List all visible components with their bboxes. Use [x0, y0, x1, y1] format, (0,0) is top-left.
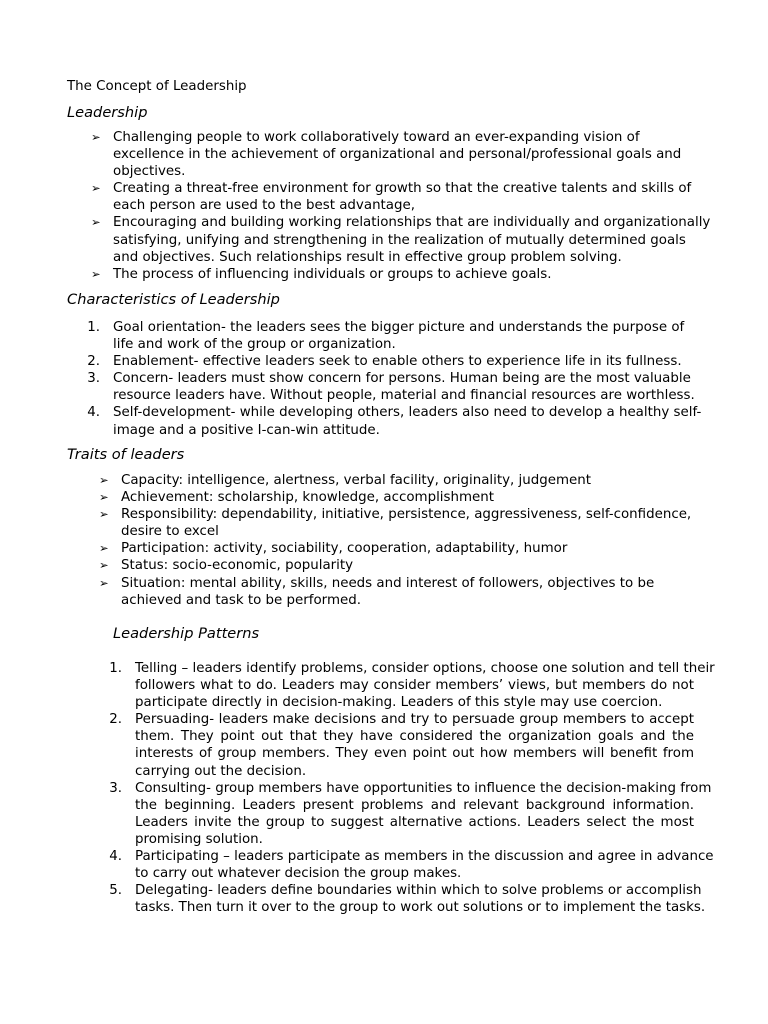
- document-title: The Concept of Leadership: [67, 79, 247, 94]
- list-item: ➢ Responsibility: dependability, initiative, persistence, aggressiveness, self-confidence, desire to excel: [121, 506, 691, 540]
- list-item: ➢ Creating a threat-free environment for growth so that the creative talents and skills of each person are used to the best advantage,: [113, 180, 710, 214]
- list-item: ➢ Capacity: intelligence, alertness, verbal facility, originality, judgement: [121, 472, 691, 489]
- section-heading-traits: Traits of leaders: [67, 446, 185, 463]
- section-heading-patterns: Leadership Patterns: [113, 625, 260, 642]
- list-item: 2. Enablement- effective leaders seek to enable others to experience life in its fullness.: [87, 354, 682, 370]
- characteristics-list: [87, 319, 702, 439]
- list-item: ➢ The process of influencing individuals or groups to achieve goals.: [113, 266, 710, 283]
- list-item: 5. Delegating- leaders define boundaries within which to solve problems or accomplish tasks. Then turn it over to the group to work out solutions or to implement the tasks.: [109, 883, 706, 916]
- leadership-definitions-list: [113, 129, 710, 283]
- list-item: ➢ Achievement: scholarship, knowledge, accomplishment: [121, 489, 691, 506]
- list-item: 1. Telling – leaders identify problems, consider options, choose one solution and tell their followers what to do. Leaders may consider members’ views, but members do not participate directly in decision-making. Leaders of this style may use coercion.: [109, 661, 715, 711]
- list-item: 2. Persuading- leaders make decisions and try to persuade group members to accept them. They point out that they have considered the organization goals and the interests of group members. They even point out how members will benefit from carrying out the decision.: [109, 712, 694, 779]
- list-item: ➢ Status: socio-economic, popularity: [121, 557, 691, 574]
- list-item: ➢ Challenging people to work collaboratively toward an ever-expanding vision of excellence in the achievement of organizational and personal/professional goals and objectives.: [113, 129, 710, 180]
- list-item: 4. Self-development- while developing others, leaders also need to develop a healthy self- image and a positive I-can-win attitude.: [87, 405, 702, 438]
- list-item: 1. Goal orientation- the leaders sees the bigger picture and understands the purpose of life and work of the group or organization.: [87, 320, 685, 353]
- leadership-patterns-list: [109, 660, 715, 916]
- list-item: ➢ Encouraging and building working relationships that are individually and organizationally satisfying, unifying and strengthening in the realization of mutually determined goals and objectives. Such relationships result in effective group problem solving.: [113, 214, 710, 265]
- list-item: ➢ Situation: mental ability, skills, needs and interest of followers, objectives to be achieved and task to be performed.: [121, 575, 691, 609]
- list-item: 4. Participating – leaders participate as members in the discussion and agree in advance to carry out whatever decision the group makes.: [109, 849, 714, 882]
- section-heading-characteristics: Characteristics of Leadership: [67, 291, 280, 308]
- traits-list: [121, 472, 691, 609]
- list-item: 3. Consulting- group members have opportunities to influence the decision-making from the beginning. Leaders present problems and relevant background information. Leaders invite the group to suggest alternative actions. Leaders select the most promising solution.: [109, 780, 712, 847]
- list-item: 3. Concern- leaders must show concern for persons. Human being are the most valuable resource leaders have. Without people, material and financial resources are worthless.: [87, 371, 695, 404]
- section-heading-leadership: Leadership: [67, 104, 148, 121]
- list-item: ➢ Participation: activity, sociability, cooperation, adaptability, humor: [121, 540, 691, 557]
